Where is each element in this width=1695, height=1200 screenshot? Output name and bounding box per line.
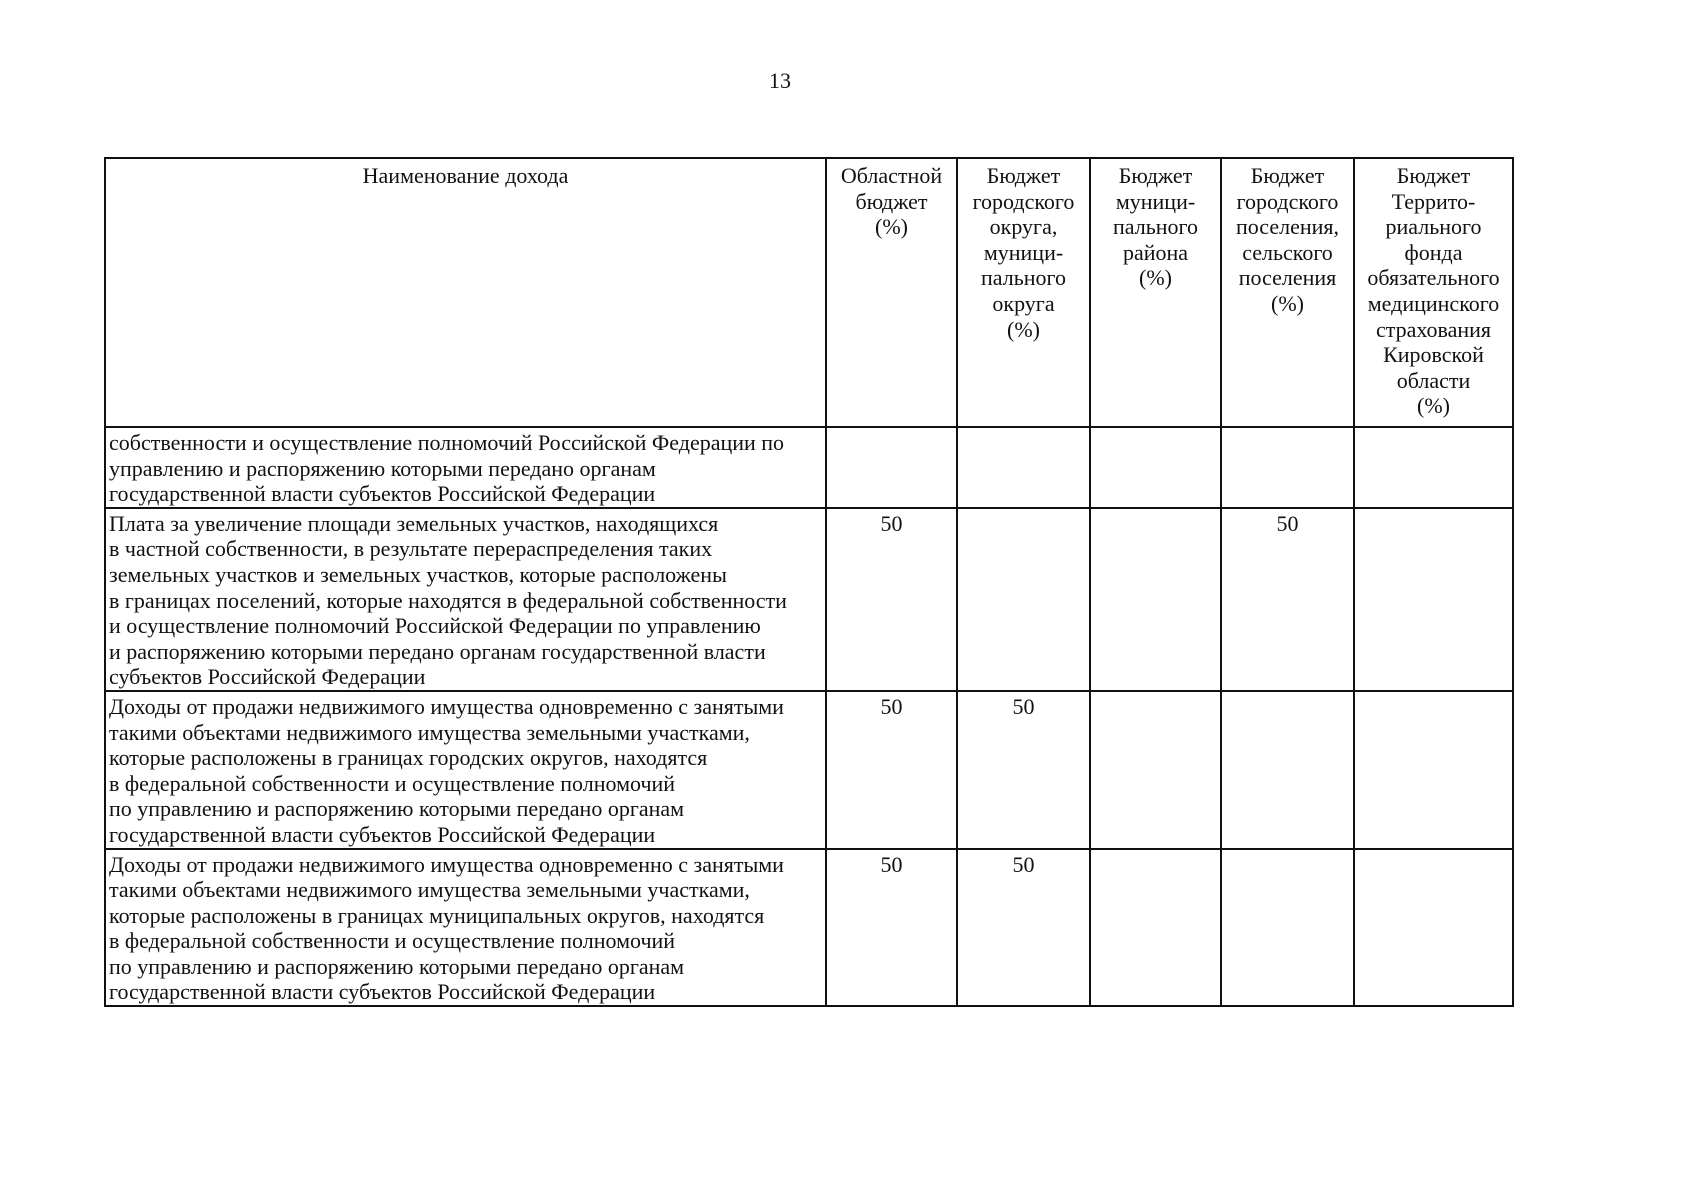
text-line: области bbox=[1396, 367, 1471, 393]
regional-share-cell: 50 bbox=[826, 849, 957, 1007]
municipal-district-share-cell bbox=[1090, 691, 1221, 849]
medical-fund-share-cell bbox=[1354, 508, 1513, 691]
text-line: Областной bbox=[840, 163, 943, 188]
text-line: муници- bbox=[983, 239, 1064, 265]
medical-fund-share-cell bbox=[1354, 427, 1513, 508]
regional-share-cell bbox=[826, 427, 957, 508]
text-line: Доходы от продажи недвижимого имущества одновременно с занятыми bbox=[109, 851, 784, 877]
city-district-share-cell: 50 bbox=[957, 691, 1090, 849]
text-line: (%) bbox=[1007, 316, 1040, 342]
text-line: Кировской bbox=[1383, 342, 1484, 368]
regional-share-cell: 50 bbox=[826, 691, 957, 849]
text-line: по управлению и распоряжению которыми передано органам bbox=[109, 953, 685, 979]
text-line: городского bbox=[972, 188, 1075, 214]
table-row bbox=[105, 427, 1513, 508]
text-line: страхования bbox=[1375, 316, 1492, 342]
revenue-name-cell bbox=[105, 691, 826, 849]
text-line: в федеральной собственности и осуществление полномочий bbox=[109, 770, 676, 796]
text-line: Террито- bbox=[1391, 188, 1476, 214]
text-line: управлению и распоряжению которыми передано органам bbox=[109, 455, 656, 481]
text-line: (%) bbox=[1139, 265, 1172, 291]
settlement-share-cell bbox=[1221, 849, 1354, 1007]
text-line: обязательного bbox=[1367, 265, 1500, 291]
header-revenue-name: Наименование дохода bbox=[105, 158, 826, 427]
text-line: пального bbox=[981, 265, 1066, 291]
settlement-share-cell bbox=[1221, 427, 1354, 508]
text-line: фонда bbox=[1404, 239, 1463, 265]
text-line: Доходы от продажи недвижимого имущества одновременно с занятыми bbox=[109, 693, 784, 719]
regional-share-cell: 50 bbox=[826, 508, 957, 691]
text-line: Бюджет bbox=[1396, 163, 1471, 188]
text-line: Бюджет bbox=[1250, 163, 1325, 188]
text-line: по управлению и распоряжению которыми передано органам bbox=[109, 796, 685, 822]
text-line: Бюджет bbox=[1118, 163, 1193, 188]
settlement-share-cell: 50 bbox=[1221, 508, 1354, 691]
text-line: округа bbox=[992, 290, 1055, 316]
text-line: в федеральной собственности и осуществление полномочий bbox=[109, 928, 676, 954]
text-line: поселения bbox=[1238, 265, 1337, 291]
table-header-row bbox=[105, 158, 1513, 427]
text-line: городского bbox=[1236, 188, 1339, 214]
text-line: и осуществление полномочий Российской Федерации по управлению bbox=[109, 613, 761, 639]
text-line: земельных участков и земельных участков, которые расположены bbox=[109, 561, 727, 587]
text-line: района bbox=[1122, 239, 1189, 265]
text-line: округа, bbox=[989, 214, 1058, 240]
table-row bbox=[105, 849, 1513, 1007]
text-line: и распоряжению которыми передано органам государственной власти bbox=[109, 638, 766, 664]
municipal-district-share-cell bbox=[1090, 508, 1221, 691]
city-district-share-cell: 50 bbox=[957, 849, 1090, 1007]
text-line: поселения, bbox=[1235, 214, 1340, 240]
revenue-distribution-table bbox=[104, 157, 1514, 1007]
settlement-share-cell bbox=[1221, 691, 1354, 849]
text-line: бюджет bbox=[855, 188, 928, 214]
text-line: субъектов Российской Федерации bbox=[109, 664, 426, 690]
text-line: (%) bbox=[1417, 393, 1450, 419]
header-municipal-district-budget bbox=[1090, 158, 1221, 427]
municipal-district-share-cell bbox=[1090, 427, 1221, 508]
text-line: риального bbox=[1385, 214, 1482, 240]
revenue-name-cell bbox=[105, 427, 826, 508]
header-city-district-budget bbox=[957, 158, 1090, 427]
table-row bbox=[105, 691, 1513, 849]
page-number: 13 bbox=[769, 68, 791, 93]
header-regional-budget bbox=[826, 158, 957, 427]
header-medical-fund-budget bbox=[1354, 158, 1513, 427]
city-district-share-cell bbox=[957, 508, 1090, 691]
medical-fund-share-cell bbox=[1354, 691, 1513, 849]
table-row bbox=[105, 508, 1513, 691]
city-district-share-cell bbox=[957, 427, 1090, 508]
text-line: такими объектами недвижимого имущества земельными участками, bbox=[109, 719, 750, 745]
municipal-district-share-cell bbox=[1090, 849, 1221, 1007]
text-line: которые расположены в границах муниципальных округов, находятся bbox=[109, 902, 765, 928]
header-settlement-budget bbox=[1221, 158, 1354, 427]
text-line: (%) bbox=[1271, 290, 1304, 316]
text-line: пального bbox=[1113, 214, 1198, 240]
medical-fund-share-cell bbox=[1354, 849, 1513, 1007]
text-line: собственности и осуществление полномочий Российской Федерации по bbox=[109, 430, 785, 455]
text-line: такими объектами недвижимого имущества земельными участками, bbox=[109, 877, 750, 903]
text-line: в частной собственности, в результате перераспределения таких bbox=[109, 536, 713, 562]
text-line: государственной власти субъектов Российской Федерации bbox=[109, 821, 656, 847]
text-line: (%) bbox=[875, 214, 908, 240]
revenue-name-cell bbox=[105, 508, 826, 691]
text-line: Бюджет bbox=[986, 163, 1061, 188]
text-line: Плата за увеличение площади земельных участков, находящихся bbox=[109, 510, 719, 536]
text-line: муници- bbox=[1115, 188, 1196, 214]
text-line: в границах поселений, которые находятся в федеральной собственности bbox=[109, 587, 787, 613]
text-line: сельского bbox=[1242, 239, 1333, 265]
revenue-name-cell bbox=[105, 849, 826, 1007]
text-line: государственной власти субъектов Российской Федерации bbox=[109, 481, 656, 507]
text-line: государственной власти субъектов Российской Федерации bbox=[109, 979, 656, 1005]
text-line: которые расположены в границах городских округов, находятся bbox=[109, 745, 708, 771]
text-line: медицинского bbox=[1367, 290, 1500, 316]
